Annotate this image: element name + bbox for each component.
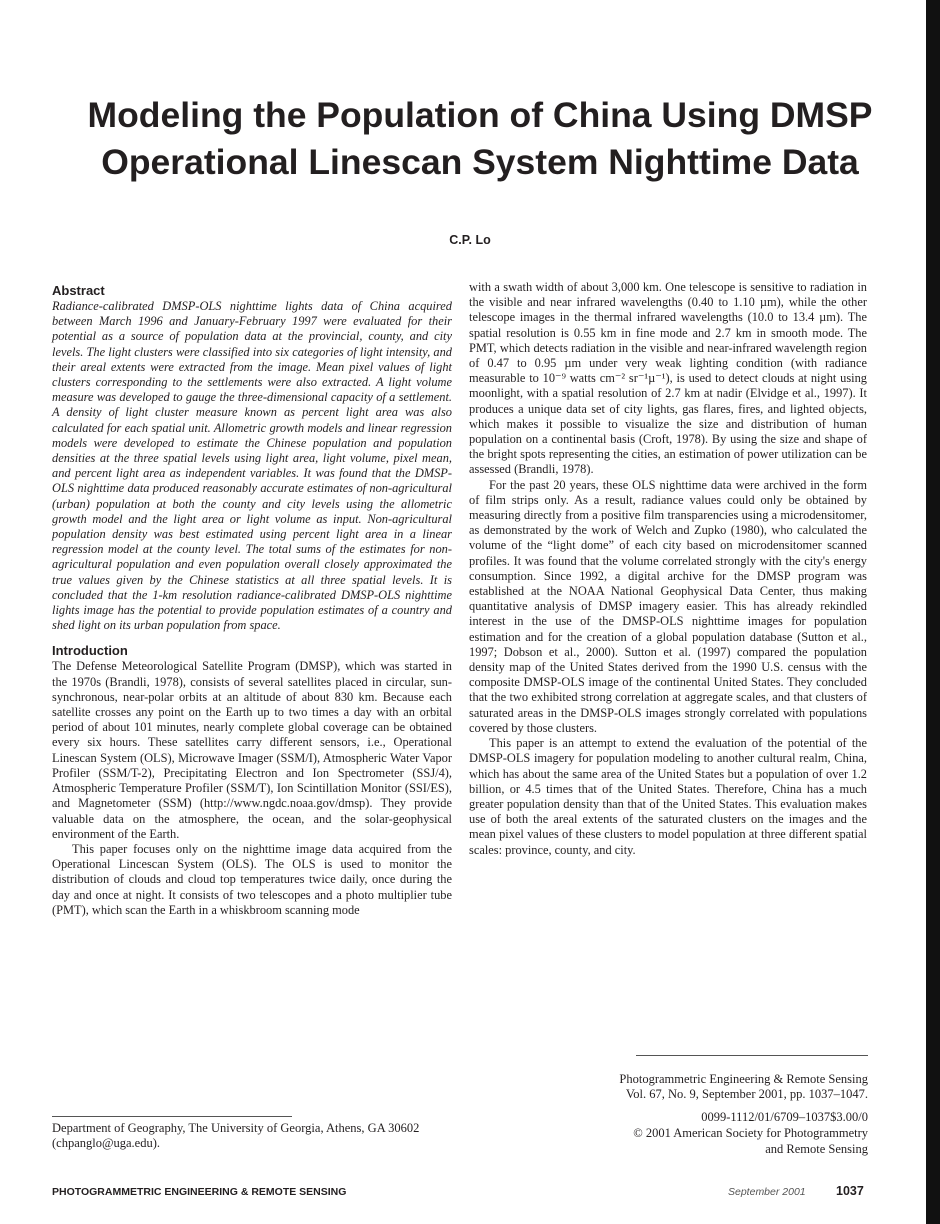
- copyright-line: © 2001 American Society for Photogrammetry: [633, 1126, 868, 1140]
- abstract-heading: Abstract: [52, 283, 105, 298]
- page-number: 1037: [836, 1184, 864, 1198]
- right-paragraph-3: This paper is an attempt to extend the evaluation of the potential of the DMSP-OLS imagery for population modeling to another cultural realm, China, which has about the same area of the United States but a population of over 1.2 billion, or 4.5 times that of the United States. Therefore, China has a much greater population density than that of the United States. This evaluation makes use of both the areal extents of the saturated clusters on the images and the mean pixel values of these clusters to model population at three different spatial scales: province, county, and city.: [469, 736, 867, 857]
- footer-date: September 2001: [728, 1186, 806, 1198]
- journal-info: [486, 1072, 868, 1102]
- intro-paragraph-2: This paper focuses only on the nighttime image data acquired from the Operational Lincescan System (OLS). The OLS is used to monitor the distribution of clouds and cloud top temperatures twice daily, once during the day and once at night. It consists of two telescopes and a photo multiplier tube (PMT), which scan the Earth in a whiskbroom scanning mode: [52, 841, 452, 917]
- footnote-rule: [52, 1116, 292, 1117]
- journal-volume: Vol. 67, No. 9, September 2001, pp. 1037–1047.: [625, 1087, 868, 1101]
- copyright-line-2: and Remote Sensing: [765, 1142, 868, 1156]
- left-column: [52, 283, 452, 918]
- journal-rule: [636, 1055, 868, 1056]
- abstract-text: Radiance-calibrated DMSP-OLS nighttime lights data of China acquired between March 1996 and January-February 1997 were evaluated for their potential as a source of population data at the provincial, county, and city levels. The light clusters were classified into six categories of light intensity, and their areal extents were extracted from the image. Mean pixel values of light clusters corresponding to the settlements were also extracted. A light volume measure was developed to gauge the three-dimensional capacity of a settlement. A density of light cluster measure known as percent light area was also calculated for each spatial unit. Allometric growth models and linear regression models were developed to estimate the Chinese population and population densities at the three spatial levels using light area, light volume, pixel mean, and percent light area as independent variables. It was found that the DMSP-OLS nighttime data produced reasonably accurate estimates of non-agricultural (urban) population at both the county and city levels using the allometric growth model and the light area or light volume as input. Non-agricultural population density was best estimated using percent light area in a linear regression model at the county level. The total sums of the estimates for non-agricultural population and even population overall closely approximated the true values given by the Chinese statistics at all three spatial levels. It is concluded that the 1-km resolution radiance-calibrated DMSP-OLS nighttime lights image has the potential to provide population estimates of a country and shed light on its urban population from space.: [52, 299, 452, 633]
- right-paragraph-1: with a swath width of about 3,000 km. One telescope is sensitive to radiation in the visible and near infrared wavelengths (0.40 to 1.10 µm), while the other telescope images in the thermal infrared wavelengths (10.0 to 13.4 µm). The spatial resolution is 0.55 km in fine mode and 2.7 km in smooth mode. The PMT, which detects radiation in the visible and near-infrared wavelength region of 0.47 to 0.95 µm under very weak lighting condition (with radiance measurable to 10⁻⁹ watts cm⁻² sr⁻¹µ⁻¹), is used to detect clouds at night using moonlight, with a spatial resolution of 2.7 km at nadir (Elvidge et al., 1997). It produces a unique data set of city lights, gas flares, fires, and lighted objects, which makes it possible to visualize the size and distribution of human population on a continental basis (Croft, 1978). By using the size and shape of the bright spots representing the cities, an estimation of power utilization can be assessed (Brandli, 1978).: [469, 280, 867, 477]
- title-line-1: Modeling the Population of China Using DMSP: [87, 95, 873, 135]
- intro-paragraph-1: The Defense Meteorological Satellite Program (DMSP), which was started in the 1970s (Brandli, 1978), consists of several satellites placed in circular, sun-synchronous, near-polar orbits at an altitude of about 830 km. Because each satellite crosses any point on the Earth up to two times a day with an orbital period of about 101 minutes, nearly complete global coverage can be obtained every six hours. These satellites carry different sensors, i.e., Operational Linescan System (OLS), Microwave Imager (SSM/I), Atmospheric Water Vapor Profiler (SSM/T-2), Precipitating Electron and Ion Spectrometer (SSJ/4), Atmospheric Temperature Profiler (SSM/T), Ion Scintillation Monitor (SSI/ES), and Magnetometer (SSM) (http://www.ngdc.noaa.gov/dmsp). They provide valuable data on the atmosphere, the ocean, and the solar-geophysical environment of the Earth.: [52, 659, 452, 841]
- introduction-heading: Introduction: [52, 643, 128, 659]
- journal-name: Photogrammetric Engineering & Remote Sensing: [619, 1072, 868, 1086]
- right-paragraph-2: For the past 20 years, these OLS nighttime data were archived in the form of film strips only. As a result, radiance values could only be obtained by measuring directly from a positive film transparencies using a microdensitomer, as demonstrated by the work of Welch and Zupko (1980), who calculated the volume of the “light dome” of each city based on microdensitomer scanned profiles. It was found that the volume correlated strongly with the city's energy consumption. Since 1992, a digital archive for the DMSP program was established at the NOAA National Geophysical Data Center, thus making quantitative analysis of DMSP imagery easier. This has already rekindled interest in the use of the DMSP-OLS nighttime images for population estimation and for the creation of a global population database (Sutton et al., 1997; Dobson et al., 2000). Sutton et al. (1997) compared the population density map of the United States derived from the 1990 U.S. census with the composite DMSP-OLS image of the continental United States. They concluded that the two exhibited strong correlation at aggregate scales, and that clusters of saturated areas in the DMSP-OLS images strongly correlated with populations covered by those clusters.: [469, 477, 867, 735]
- footer-journal: PHOTOGRAMMETRIC ENGINEERING & REMOTE SENSING: [52, 1186, 347, 1198]
- author: C.P. Lo: [449, 233, 491, 247]
- title-line-2: Operational Linescan System Nighttime Data: [101, 142, 859, 182]
- scan-edge-bar: [926, 0, 940, 1224]
- issn-code: 0099-1112/01/6709–1037$3.00/0: [701, 1110, 868, 1124]
- article-title: [60, 92, 900, 186]
- right-column: [469, 280, 867, 858]
- copyright-block: [486, 1109, 868, 1157]
- author-affiliation: Department of Geography, The University of Georgia, Athens, GA 30602 (chpanglo@uga.edu).: [52, 1121, 420, 1150]
